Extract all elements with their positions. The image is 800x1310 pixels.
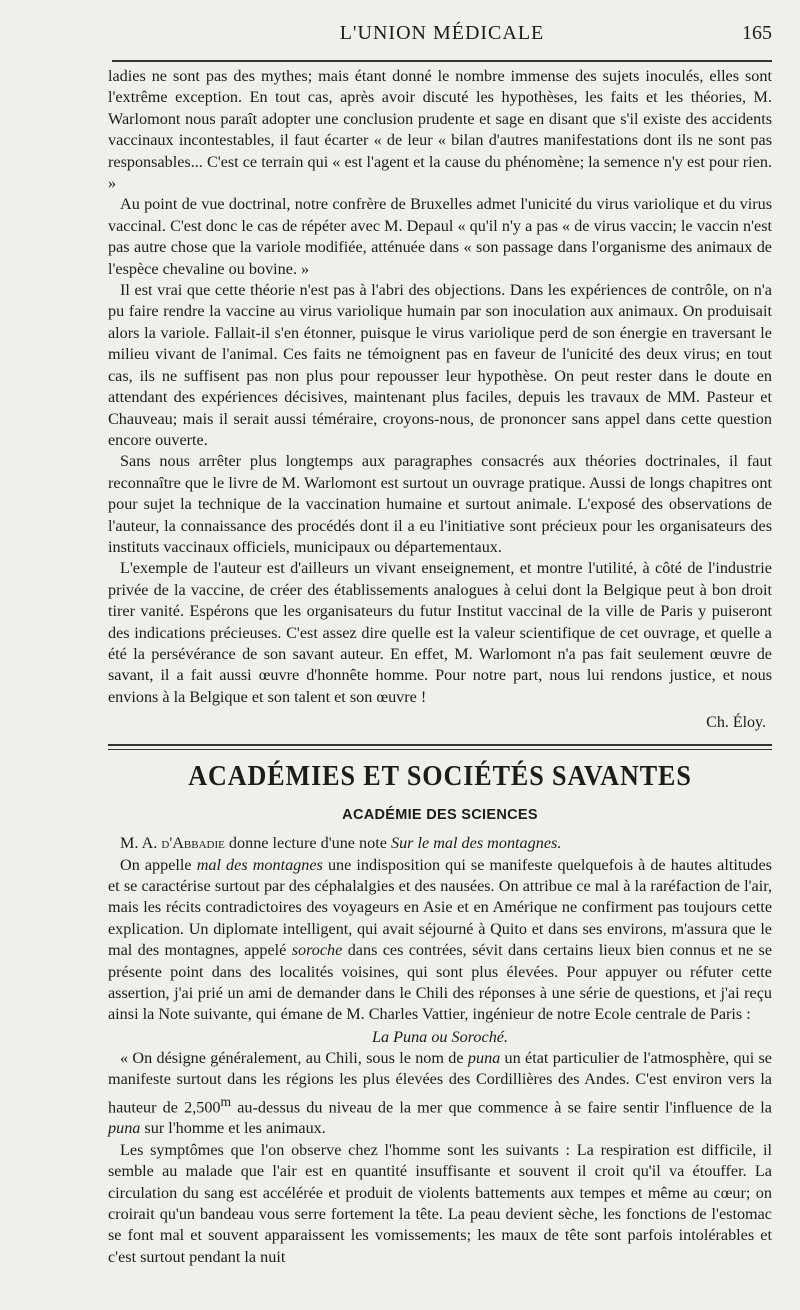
author-signature: Ch. Éloy. <box>706 714 766 732</box>
paragraph: L'exemple de l'auteur est d'ailleurs un vivant enseignement, et montre l'utilité, à côté de l'industrie privée de la vaccine, de créer des établissements analogues à celui dont la Belgique peut à bon droit tirer vanité. Espérons que les organisateurs du futur Institut vaccinal de la ville de Paris y puiseront des indications précieuses. C'est assez dire quelle est la valeur scientifique de cet ouvrage, et quelle a été la persévérance de son savant auteur. En effet, M. Warlomont n'a pas fait seulement œuvre de savant, il a fait aussi œuvre d'honnête homme. Pour notre part, nous lui rendons justice, et nous envions à la Belgique et son talent et son œuvre ! <box>108 559 772 706</box>
text-span: On appelle <box>120 855 197 874</box>
paragraph: ladies ne sont pas des mythes; mais étant donné le nombre immense des sujets inoculés, elles sont l'extrême exception. En tout cas, après avoir discuté les hypothèses, les faits et les théories, M. Warlomont nous paraît adopter une conclusion prudente et sage en disant que s'il existe des accidents vaccinaux incontestables, il faut écarter « de leur « bilan d'autres manifestations dont ils ne sont pas responsables... C'est ce terrain qui « est l'agent et la cause du phénomène; la semence n'y est pour rien. » <box>108 67 772 193</box>
text-span: une indisposition qui se manifeste quelquefois à de hautes altitudes et se caractérise surtout par des céphalalgies et des nausées. On attribue ce mal à la raréfaction de l'air, mais les récits contradictoires des voyageurs en Asie et en Amérique ne confirment pas toujours cette explication. Un diplomate intelligent, qui avait séjourné à Quito et dans ses environs, m'assura que le mal des montagnes, appelé <box>108 855 772 960</box>
author-name: M. A. d'Abbadie <box>120 834 225 853</box>
section-title: ACADÉMIES ET SOCIÉTÉS SAVANTES <box>188 760 692 793</box>
subheading: La Puna ou Soroché. <box>371 1027 509 1046</box>
emphasis: soroche <box>291 941 343 960</box>
paragraph: Les symptômes que l'on observe chez l'homme sont les suivants : La respiration est difficile, il semble au malade que l'air est en quantité insuffisante et souvent il croit qu'il va étouffer. La circulation du sang est accélérée et produit de violents battements aux tempes et même au cœur; on croirait qu'un bandeau vous serre fortement la tête. La peau devient sèche, les fonctions de l'estomac se font mal et souvent apparaissent les vomissements; les maux de tête sont parfois intolérables et c'est surtout pendant la nuit <box>108 1140 772 1266</box>
text-span: au-dessus du niveau de la mer que commence à se faire sentir l'influence de la <box>231 1098 772 1117</box>
paragraph <box>108 855 772 1026</box>
text-span: dans ces contrées, sévit dans certains lieux bien connus et ne se présente point dans des localités voisines, qui sont plus élevées. Pour appuyer ou réfuter cette assertion, j'ai prié un ami de demander dans le Chili des réponses à une série de questions, et j'ai reçu ainsi la Note suivante, qui émane de M. Charles Vattier, ingénieur de notre Ecole centrale de Paris : <box>108 941 772 1024</box>
page-header <box>112 22 772 52</box>
text-span: « On désigne généralement, au Chili, sous le nom de <box>120 1048 468 1067</box>
emphasis: puna <box>108 1119 141 1138</box>
note-title: Sur le mal des montagnes. <box>390 834 562 853</box>
header-rule <box>112 60 772 62</box>
body-column <box>108 66 772 1268</box>
intro-paragraph <box>108 833 772 854</box>
page-number: 165 <box>742 22 772 44</box>
emphasis: mal des montagnes <box>196 855 323 874</box>
superscript: m <box>220 1093 232 1109</box>
paragraph: Au point de vue doctrinal, notre confrère de Bruxelles admet l'unicité du virus variolique et du virus vaccinal. C'est donc le cas de répéter avec M. Depaul « qu'il n'y a pas « de virus vaccin; le vaccin n'est pas autre chose que la variole modifiée, atténuée dans « son passage dans l'organisme des animaux de l'espèce chevaline ou bovine. » <box>108 195 772 278</box>
emphasis: puna <box>467 1048 501 1067</box>
intro-text: donne lecture d'une note <box>224 834 391 853</box>
paragraph: Il est vrai que cette théorie n'est pas à l'abri des objections. Dans les expériences de contrôle, on n'a pu faire rendre la vaccine au virus variolique humain par son inoculation aux animaux. On produisait alors la variole. Fallait-il s'en étonner, puisque le virus variolique perd de son énergie en traversant le milieu vivant de l'animal. Ces faits ne témoignent pas en faveur de l'unicité des deux virus; en tout cas, ils ne suffisent pas non plus pour repousser leur hypothèse. On peut rester dans le doute en attendant des expériences décisives, maintenant plus faciles, depuis les travaux de MM. Pasteur et Chauveau; mais il serait aussi téméraire, croyons-nous, de prononcer sans appel dans cette question encore ouverte. <box>108 281 772 449</box>
paragraph: Sans nous arrêter plus longtemps aux paragraphes consacrés aux théories doctrinales, il faut reconnaître que le livre de M. Warlomont est surtout un ouvrage pratique. Aussi de longs chapitres ont pour sujet la technique de la vaccination humaine et surtout animale. L'exposé des observations de l'auteur, la connaissance des procédés dont il a eu l'initiative sont précieux pour les organisateurs des instituts vaccinaux officiels, municipaux ou départementaux. <box>108 452 772 556</box>
text-span: un état particulier de l'atmosphère, qui se manifeste surtout dans les régions les plus élevées des Cordillières des Andes. C'est environ vers la hauteur de 2,500 <box>108 1048 772 1117</box>
text-span: sur l'homme et les animaux. <box>140 1119 326 1138</box>
section-subtitle: ACADÉMIE DES SCIENCES <box>342 807 538 824</box>
paragraph <box>108 1048 772 1140</box>
section-divider <box>108 744 772 750</box>
running-head: L'UNION MÉDICALE <box>339 22 545 44</box>
